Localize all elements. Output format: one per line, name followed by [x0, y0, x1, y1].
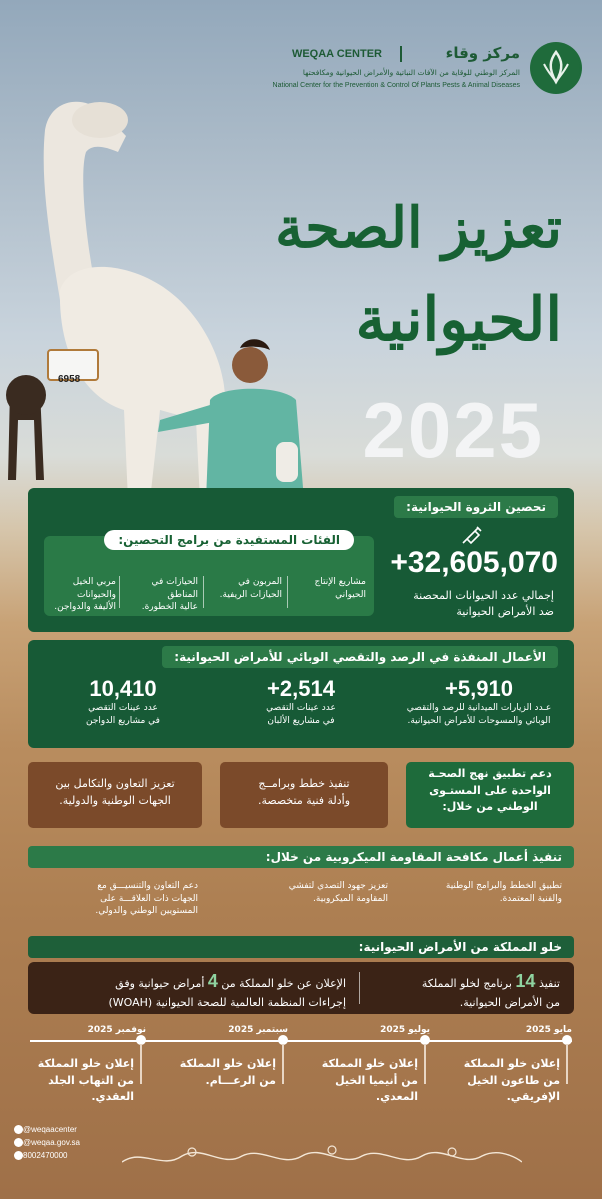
- timeline-entry: [158, 1024, 288, 1087]
- social-icon: [14, 1125, 23, 1134]
- stat-label: الوبائي والمسوحات للأمراض الحيوانية.: [407, 715, 551, 726]
- category-item: [292, 576, 366, 601]
- one-health-intro-line: الوطني من خلال:: [442, 800, 538, 813]
- footer-phone[interactable]: 8002470000: [23, 1150, 68, 1160]
- timeline-date: نوفمبر 2025: [87, 1025, 146, 1035]
- vaccination-total-label-1: إجمالي عدد الحيوانات المحصنة: [413, 589, 554, 602]
- category-line: مشاريع الإنتاج: [314, 577, 366, 587]
- timeline-date: سبتمبر 2025: [228, 1025, 288, 1035]
- one-health-intro: [406, 762, 574, 828]
- timeline-text: من طاعون الخيل: [467, 1073, 560, 1087]
- freedom-programs-text: تنفيذ: [538, 977, 560, 990]
- weqaa-logo-icon: [530, 42, 582, 94]
- footer-doodles: [122, 1140, 522, 1170]
- timeline-text: إعلان خلو المملكة: [321, 1057, 418, 1070]
- freedom-programs: [370, 968, 560, 1012]
- stat-label: عدد عينات التقصي: [88, 703, 158, 713]
- category-line: الأليفة والدواجن.: [54, 602, 116, 613]
- timeline-text: من أنيميا الخيل: [335, 1073, 418, 1087]
- footer-handle[interactable]: @weqaacenter: [23, 1125, 77, 1134]
- amr-heading: تنفيذ أعمال مكافحة المقاومة الميكروبية من خلال:: [28, 846, 574, 868]
- timeline-text: المعدي.: [375, 1090, 418, 1103]
- amr-item-line: دعم التعاون والتنسيـــق مع: [97, 881, 198, 891]
- amr-item: [238, 880, 388, 905]
- timeline-date: مايو 2025: [525, 1025, 572, 1035]
- amr-item: [38, 880, 198, 918]
- category-line: الحيازات الريفية.: [219, 589, 282, 600]
- beneficiary-categories: [44, 533, 374, 616]
- categories-heading: الفئات المستفيدة من برامج التحصين:: [104, 530, 354, 550]
- surveillance-section: [28, 640, 574, 748]
- category-line: الحيواني: [335, 589, 366, 600]
- syringe-icon: [460, 522, 484, 546]
- timeline-date: يوليو 2025: [380, 1025, 430, 1035]
- camel-tag-number: 6958: [58, 374, 81, 385]
- timeline-entry: [300, 1024, 430, 1103]
- timeline-text: إعلان خلو المملكة: [37, 1057, 134, 1070]
- page-title-line1: تعزيز الصحة: [275, 195, 562, 261]
- freedom-declaration-count: 4: [207, 971, 218, 991]
- stat-label: في مشاريع الدواجن: [86, 715, 160, 726]
- freedom-declaration-text: الإعلان عن خلو المملكة من: [221, 977, 346, 990]
- org-subtitle-ar: المركز الوطني للوقاية من الآفات النباتية والأمراض الحيوانية ومكافحتها: [302, 68, 520, 77]
- stat-value: +2,514: [267, 676, 335, 701]
- one-health-item-line: تعزيز التعاون والتكامل بين: [55, 777, 175, 790]
- timeline-text: من الرعـــام.: [205, 1073, 276, 1087]
- org-subtitle-en: National Center for the Prevention & Control Of Plants Pests & Animal Diseases: [272, 82, 520, 89]
- stat-value: 10,410: [89, 676, 157, 701]
- amr-item-line: والفنية المعتمدة.: [499, 893, 562, 904]
- vaccination-total: +32,605,070: [390, 546, 558, 579]
- freedom-programs-text: برنامج لخلو المملكة: [421, 977, 512, 990]
- one-health-item-line: تنفيذ خطط وبرامــج: [258, 777, 350, 790]
- logo-divider: [400, 46, 402, 62]
- category-item: [124, 576, 198, 614]
- amr-item: [402, 880, 562, 905]
- category-line: المربون في: [238, 577, 282, 587]
- category-line: مربي الخيل والحيوانات: [72, 577, 116, 600]
- org-name-en: WEQAA CENTER: [291, 48, 382, 60]
- amr-item-line: المقاومة الميكروبية.: [313, 893, 388, 904]
- stat-label: في مشاريع الألبان: [267, 715, 335, 726]
- freedom-summary: [28, 962, 574, 1014]
- timeline-entry: [30, 1024, 146, 1103]
- amr-item-line: تعزيز جهود التصدي لتفشي: [288, 881, 388, 891]
- surveillance-stat: [394, 676, 564, 727]
- phone-icon: [14, 1151, 23, 1160]
- timeline-text: إعلان خلو المملكة: [179, 1057, 276, 1070]
- stat-value: +5,910: [445, 676, 513, 701]
- freedom-programs-count: 14: [515, 971, 536, 991]
- category-line: عالية الخطورة.: [141, 602, 198, 613]
- surveillance-stat: [216, 676, 386, 727]
- page-title-year: 2025: [362, 386, 544, 474]
- footer-contacts: [10, 1124, 80, 1162]
- timeline-line: [30, 1040, 572, 1042]
- timeline-text: العقدي.: [91, 1090, 134, 1103]
- surveillance-stat: [38, 676, 208, 727]
- org-name-ar: مركز وقاء: [445, 44, 520, 62]
- web-icon: [14, 1138, 23, 1147]
- one-health-item-line: الجهات الوطنية والدولية.: [59, 793, 171, 807]
- category-line: الحيازات في المناطق: [151, 577, 198, 600]
- freedom-declaration-text: أمراض حيوانية وفق: [115, 977, 205, 990]
- vaccination-section: [28, 488, 574, 632]
- timeline-connector: [424, 1044, 426, 1084]
- timeline-connector: [282, 1044, 284, 1084]
- freedom-declaration-text: إجراءات المنظمة العالمية للصحة الحيوانية (WOAH): [108, 996, 346, 1009]
- category-divider: [203, 576, 204, 608]
- camel-vet-illustration: [0, 60, 320, 500]
- freedom-heading: خلو المملكة من الأمراض الحيوانية:: [28, 936, 574, 958]
- freedom-declaration: [46, 968, 346, 1012]
- timeline-entry: [442, 1024, 572, 1103]
- timeline-text: إعلان خلو المملكة: [463, 1057, 560, 1070]
- vaccination-heading: تحصين الثروة الحيوانية:: [394, 496, 558, 518]
- timeline-connector: [566, 1044, 568, 1084]
- one-health-intro-line: الواحدة على المستـوى: [429, 783, 551, 797]
- footer-site[interactable]: @weqaa.gov.sa: [23, 1137, 80, 1147]
- timeline-connector: [140, 1044, 142, 1084]
- category-item: [208, 576, 282, 601]
- category-item: [46, 576, 116, 614]
- surveillance-heading: الأعمال المنفذة في الرصد والتقصي الوبائي للأمراض الحيوانية:: [162, 646, 558, 668]
- one-health-intro-line: دعم تطبيق نهج الصحـة: [428, 767, 552, 780]
- one-health-item-line: وأدلة فنية متخصصة.: [257, 793, 351, 807]
- amr-item-line: تطبيق الخطط والبرامج الوطنية: [445, 881, 562, 891]
- freedom-divider: [359, 972, 360, 1004]
- one-health-item: [28, 762, 202, 828]
- one-health-item: [220, 762, 388, 828]
- freedom-programs-text: من الأمراض الحيوانية.: [459, 996, 560, 1009]
- stat-label: عدد عينات التقصي: [266, 703, 336, 713]
- category-divider: [119, 576, 120, 608]
- category-divider: [287, 576, 288, 608]
- vaccination-total-label-2: ضد الأمراض الحيوانية: [456, 605, 554, 618]
- timeline-text: من التهاب الجلد: [48, 1073, 134, 1087]
- page-title-line2: الحيوانية: [355, 285, 562, 355]
- amr-item-line: المستويين الوطني والدولي.: [95, 906, 198, 917]
- stat-label: عـدد الزيارات الميدانية للرصد والتقصي: [406, 703, 552, 713]
- timeline-text: الإفريقي.: [506, 1090, 560, 1103]
- amr-item-line: الجهات ذات العلاقـــة على: [100, 893, 198, 904]
